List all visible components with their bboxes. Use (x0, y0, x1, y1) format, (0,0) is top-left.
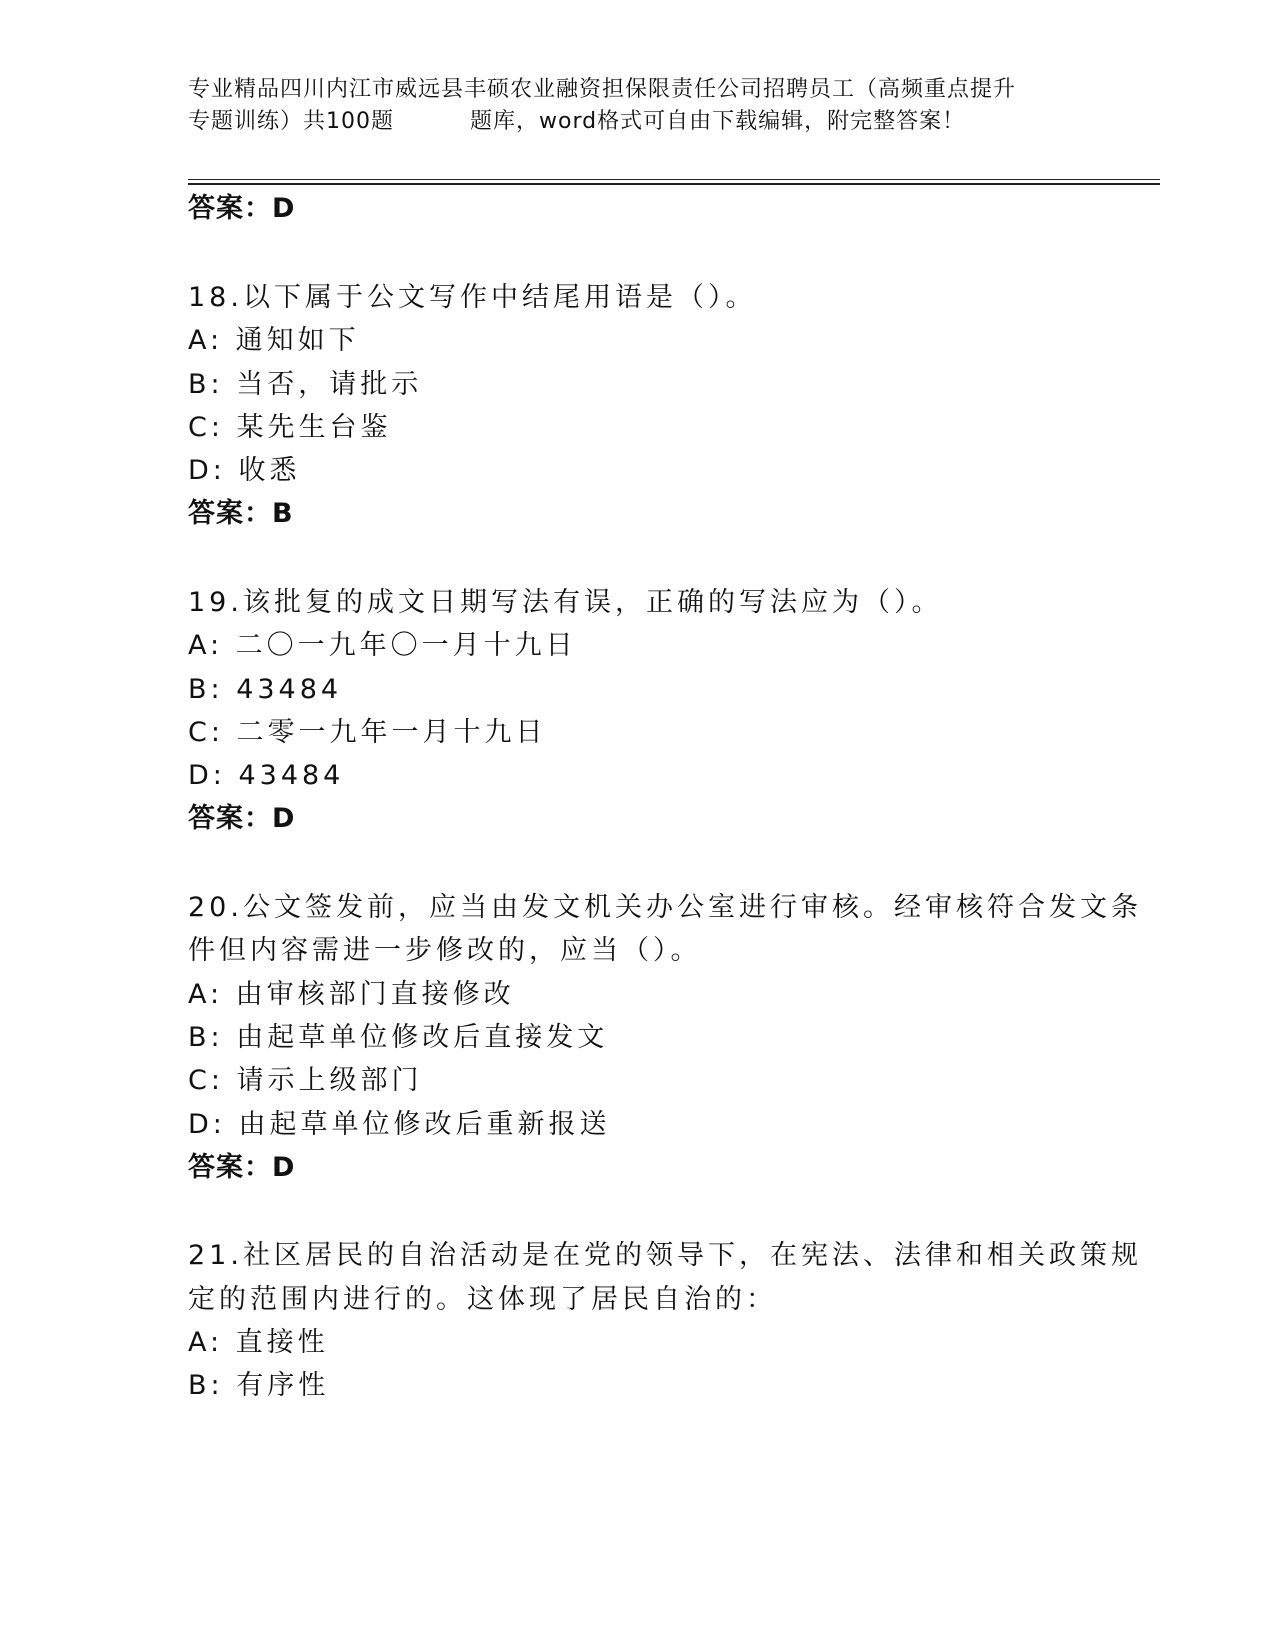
question-18-answer: 答案：B (188, 498, 294, 529)
question-20-option-b: B: 由起草单位修改后直接发文 (188, 1022, 609, 1053)
question-19-option-b: B: 43484 (188, 674, 343, 705)
question-19-option-c: C: 二零一九年一月十九日 (188, 717, 547, 748)
page-header (188, 74, 1108, 138)
question-18-option-d: D: 收悉 (188, 455, 301, 486)
question-20-stem-line-1: 20.公文签发前，应当由发文机关办公室进行审核。经审核符合发文条 (188, 892, 1142, 923)
question-21-option-a: A: 直接性 (188, 1327, 329, 1358)
header-line-2-part-2: 题库，word格式可自由下载编辑，附完整答案！ (470, 109, 966, 134)
question-18-option-c: C: 某先生台鉴 (188, 412, 392, 443)
header-line-1: 专业精品四川内江市威远县丰硕农业融资担保限责任公司招聘员工（高频重点提升 (188, 77, 1017, 102)
question-18-option-a: A: 通知如下 (188, 325, 360, 356)
question-20-answer: 答案：D (188, 1152, 296, 1183)
question-18-stem: 18.以下属于公文写作中结尾用语是（）。 (188, 282, 757, 313)
header-divider-thick (188, 183, 1160, 185)
question-19-option-a: A: 二〇一九年〇一月十九日 (188, 630, 577, 661)
question-20-option-a: A: 由审核部门直接修改 (188, 979, 515, 1010)
question-20-stem-line-2: 件但内容需进一步修改的，应当（）。 (188, 935, 702, 966)
question-19-stem: 19.该批复的成文日期写法有误，正确的写法应为（）。 (188, 587, 943, 618)
header-line-2 (188, 106, 1108, 138)
question-19-answer: 答案：D (188, 803, 296, 834)
question-21-stem-line-1: 21.社区居民的自治活动是在党的领导下，在宪法、法律和相关政策规 (188, 1240, 1142, 1271)
question-20-option-d: D: 由起草单位修改后重新报送 (188, 1109, 611, 1140)
question-21-option-b: B: 有序性 (188, 1370, 330, 1401)
question-18-option-b: B: 当否，请批示 (188, 369, 423, 400)
previous-answer: 答案：D (188, 193, 296, 224)
question-20-option-c: C: 请示上级部门 (188, 1065, 423, 1096)
question-19-option-d: D: 43484 (188, 760, 345, 791)
question-21-stem-line-2: 定的范围内进行的。这体现了居民自治的： (188, 1284, 777, 1315)
header-line-2-part-1: 专题训练）共100题 (188, 109, 394, 134)
header-divider-thin (188, 179, 1160, 180)
